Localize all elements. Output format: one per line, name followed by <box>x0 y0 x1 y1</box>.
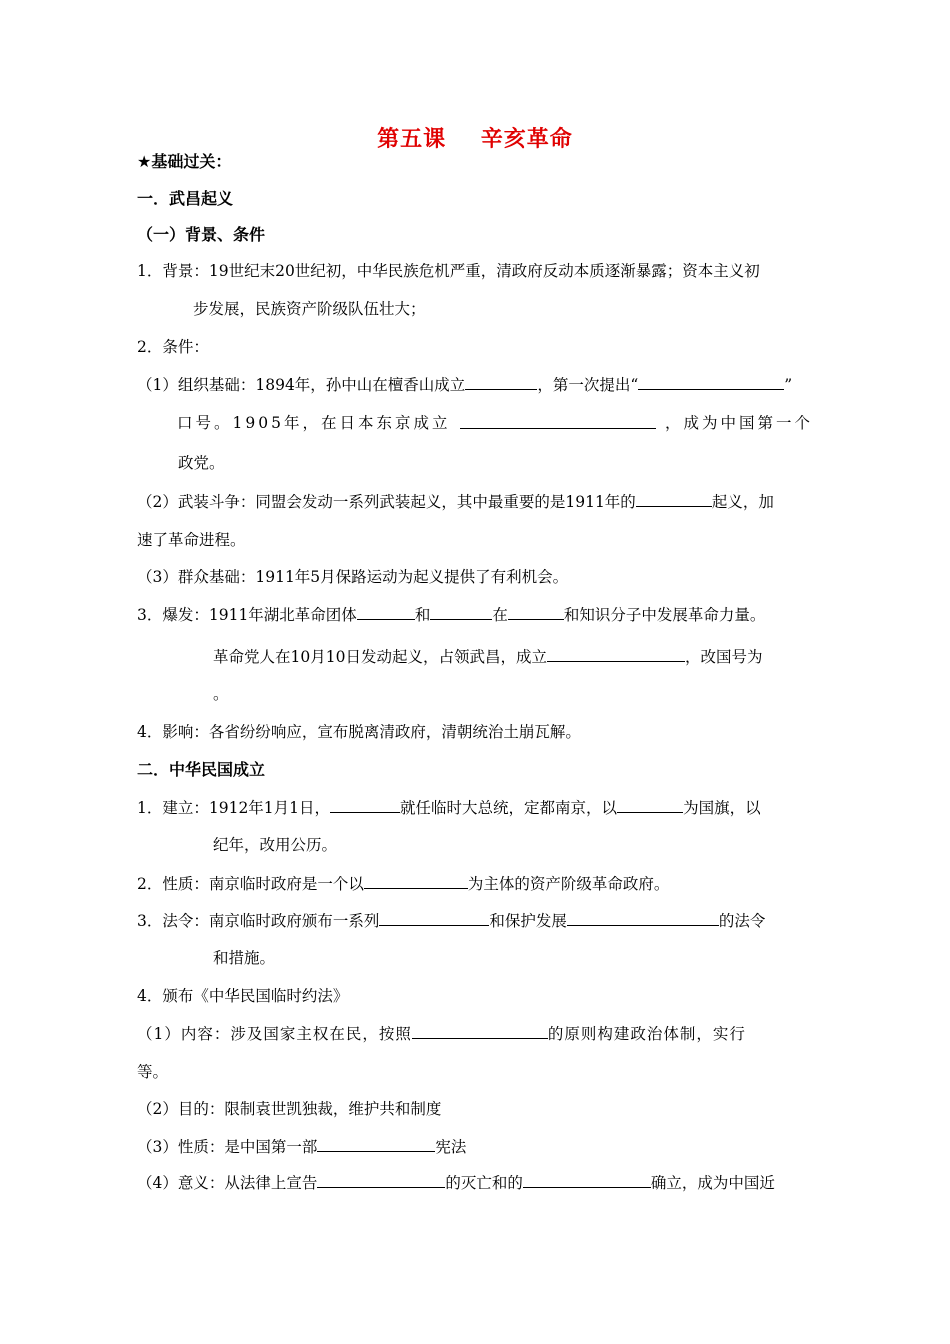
significance-text-b: 的灭亡和的 <box>445 1174 523 1192</box>
character-text-a: （3）性质：是中国第一部 <box>137 1138 318 1156</box>
blank-tongmenghui[interactable] <box>460 413 656 429</box>
outbreak-text-e: 革命党人在10月10日发动起义，占领武昌，成立 <box>213 648 547 666</box>
organization-text-a: （1）组织基础：1894年，孙中山在檀香山成立 <box>137 376 466 394</box>
blank-bourgeois-republic[interactable] <box>317 1136 435 1152</box>
content-line-2: 等。 <box>137 1063 169 1081</box>
blank-separation-of-powers[interactable] <box>412 1023 548 1039</box>
blank-monarchy[interactable] <box>317 1172 445 1188</box>
decrees-line-2: 和措施。 <box>213 949 276 967</box>
armed-struggle-text-b: 起义，加 <box>711 493 774 511</box>
content-text-b: 的原则构建政治体制，实行 <box>547 1025 746 1043</box>
nature-text-b: 为主体的资产阶级革命政府。 <box>467 875 670 893</box>
blank-huanghuagang[interactable] <box>636 491 712 507</box>
section-1-heading: 一．武昌起义 <box>137 189 234 208</box>
outbreak-line-2 <box>213 646 762 667</box>
blank-xingzhonghui[interactable] <box>465 374 537 390</box>
significance-line <box>137 1172 775 1193</box>
background-line-1: 1．背景：19世纪末20世纪初，中华民族危机严重，清政府反动本质逐渐暴露；资本主义初 <box>137 262 760 280</box>
organization-line-2 <box>177 413 813 433</box>
organization-text-d: 口号。1905年，在日本东京成立 <box>177 414 451 432</box>
impact-line: 4．影响：各省纷纷响应，宣布脱离清政府，清朝统治土崩瓦解。 <box>137 723 581 741</box>
blank-social-reform[interactable] <box>379 910 489 926</box>
significance-text-c: 确立，成为中国近 <box>650 1174 775 1192</box>
character-text-b: 宪法 <box>435 1138 467 1156</box>
significance-text-a: （4）意义：从法律上宣告 <box>137 1174 318 1192</box>
blank-flag[interactable] <box>617 797 683 813</box>
content-text-a: （1）内容：涉及国家主权在民，按照 <box>137 1025 412 1043</box>
establish-text-a: 1．建立：1912年1月1日， <box>137 799 331 817</box>
mass-basis-line: （3）群众基础：1911年5月保路运动为起义提供了有利机会。 <box>137 568 569 586</box>
decrees-text-a: 3．法令：南京临时政府颁布一系列 <box>137 912 380 930</box>
section-basic-heading: ★基础过关： <box>137 152 232 171</box>
section-2-heading: 二．中华民国成立 <box>137 760 266 779</box>
outbreak-text-a: 3．爆发：1911年湖北革命团体 <box>137 606 357 624</box>
decrees-text-b: 和保护发展 <box>489 912 567 930</box>
conditions-label: 2．条件： <box>137 338 209 356</box>
outbreak-text-b: 和 <box>414 606 431 624</box>
blank-slogan[interactable] <box>638 374 784 390</box>
blank-new-army[interactable] <box>508 604 564 620</box>
outbreak-line-1 <box>137 604 765 625</box>
organization-line-1 <box>137 374 792 395</box>
armed-struggle-text-a: （2）武装斗争：同盟会发动一系列武装起义，其中最重要的是1911年的 <box>137 493 636 511</box>
page-title: 第五课 辛亥革命 <box>377 127 573 152</box>
outbreak-text-c: 在 <box>492 606 508 624</box>
organization-text-e: ，成为中国第一个 <box>664 414 813 432</box>
nature-text-a: 2．性质：南京临时政府是一个以 <box>137 875 364 893</box>
blank-group-1[interactable] <box>357 604 415 620</box>
decrees-line-1 <box>137 910 765 931</box>
armed-struggle-line-1 <box>137 491 774 512</box>
organization-text-c: ” <box>784 376 793 394</box>
decrees-text-c: 的法令 <box>718 912 766 930</box>
blank-capitalism[interactable] <box>567 910 719 926</box>
background-line-2: 步发展，民族资产阶级队伍壮大； <box>193 300 426 318</box>
armed-struggle-line-2: 速了革命进程。 <box>137 531 246 549</box>
outbreak-line-3: 。 <box>213 685 229 703</box>
provisional-constitution-heading: 4．颁布《中华民国临时约法》 <box>137 987 349 1005</box>
blank-military-government[interactable] <box>547 646 685 662</box>
blank-revolutionary-party[interactable] <box>364 873 468 889</box>
content-line-1 <box>137 1023 746 1044</box>
organization-text-b: ，第一次提出“ <box>537 376 639 394</box>
blank-president[interactable] <box>330 797 400 813</box>
purpose-line: （2）目的：限制袁世凯独裁，维护共和制度 <box>137 1100 442 1118</box>
establish-text-b: 就任临时大总统，定都南京，以 <box>400 799 618 817</box>
establish-text-c: 为国旗，以 <box>683 799 761 817</box>
subsection-background-heading: （一）背景、条件 <box>137 225 266 244</box>
establish-line-2: 纪年，改用公历。 <box>213 836 338 854</box>
blank-group-2[interactable] <box>430 604 492 620</box>
character-line <box>137 1136 466 1157</box>
blank-republic[interactable] <box>523 1172 651 1188</box>
outbreak-text-d: 和知识分子中发展革命力量。 <box>563 606 766 624</box>
organization-line-3: 政党。 <box>178 454 225 472</box>
establish-line-1 <box>137 797 761 818</box>
nature-line <box>137 873 669 894</box>
outbreak-text-f: ，改国号为 <box>684 648 763 666</box>
